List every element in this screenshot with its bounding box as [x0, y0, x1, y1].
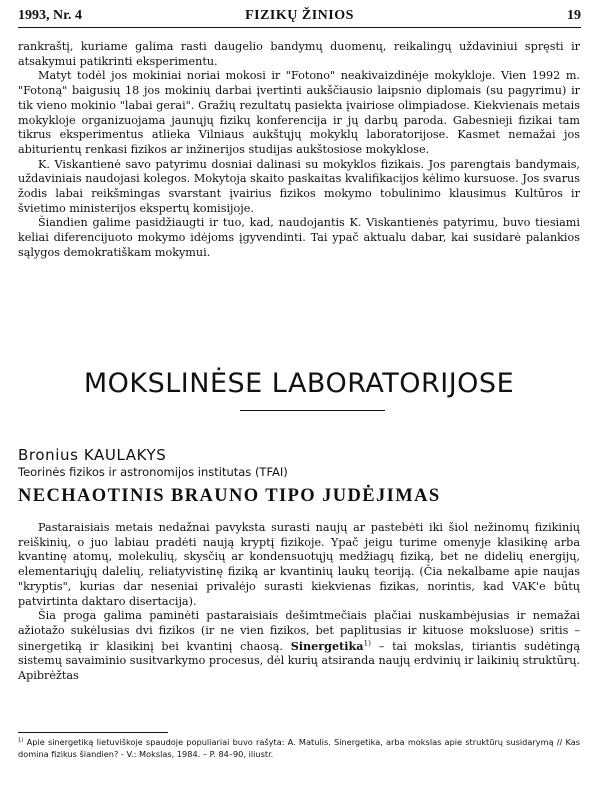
footnote-text: Apie sinergetiką lietuviškoje spaudoje populiariai buvo rašyta: A. Matulis. Sinergetika, arba mokslas apie struktūrų susidarymą // Kas domina fizikus šiandien? - V.: Mokslas, 1984. – P. 84–90, iliustr.: [18, 737, 580, 759]
article-body: [18, 521, 580, 684]
page-number: 19: [567, 8, 581, 23]
paragraph: [18, 609, 580, 684]
journal-title: FIZIKŲ ŽINIOS: [245, 8, 354, 23]
paragraph-text: – tai mokslas, tiriantis sudėtingą sistemų savaiminio susitvarkymo procesus, dėl kurių atsiranda naujų erdvinių ir laikinių struktūrų. Apibrėžtas: [18, 639, 580, 683]
footnote: [18, 736, 580, 760]
author-affiliation: Teorinės fizikos ir astronomijos institutas (TFAI): [18, 465, 288, 479]
article-author: Bronius KAULAKYS: [18, 446, 167, 464]
issue-label: 1993, Nr. 4: [18, 8, 83, 23]
header-divider: [18, 27, 581, 28]
article-title: NECHAOTINIS BRAUNO TIPO JUDĖJIMAS: [18, 486, 441, 506]
footnote-divider: [18, 732, 168, 733]
running-header: [18, 8, 581, 28]
paragraph: Matyt todėl jos mokiniai noriai mokosi ir "Fotono" neakivaizdinėje mokykloje. Vien 1992 m. "Fotoną" baigusių 18 jos mokinių darbai įvertinti aukščiausio laipsnio diplomais (su pagyrimu) ir tik vieno mokinio "labai gerai". Gražių rezultatų pasiekta įvairiose olimpiadose. Kiekvienais metais mokykloje organizuojama jaunųjų fizikų konferencija ir jų darbų paroda. Gabesnieji fizikai tam tikrus eksperimentus atlieka Vilniaus aukštųjų mokyklų laboratorijose. Kasmet nemažai jos abiturientų renkasi fizikos ar inžinerijos studijas aukštosiose mokyklose.: [18, 69, 580, 156]
footnote-marker: 1): [18, 737, 24, 744]
paragraph: Šiandien galime pasidžiaugti ir tuo, kad, naudojantis K. Viskantienės patyrimu, buvo tiesiami keliai diferencijuoto mokymo idėjoms įgyvendinti. Tai ypač aktualu dabar, kai susidarė palankios sąlygos demokratiškam mokymui.: [18, 216, 580, 259]
paragraph: rankraštį, kuriame galima rasti daugelio bandymų duomenų, reikalingų uždaviniui spręsti ir atsakymui patikrinti eksperimentu.: [18, 40, 580, 68]
section-divider: [240, 410, 385, 411]
paragraph-text: Šia proga galima paminėti pastaraisiais dešimtmečiais plačiai nuskambėjusias ir nemažai ažiotažo sukėlusias dvi fizikos (ir ne vien fizikos, bet paplitusias ir kituose moksluose) sritis – sinergetiką ir klasikinį bei kvantinį chaosą.: [18, 609, 580, 653]
section-heading: MOKSLINĖSE LABORATORIJOSE: [83, 368, 515, 399]
term-sinergetika: Sinergetika: [290, 638, 364, 653]
paragraph: K. Viskantienė savo patyrimu dosniai dalinasi su mokyklos fizikais. Jos parengtais bandymais, uždaviniais naudojasi kolegos. Mokytoja skaito paskaitas kvalifikacijos kėlimo kursuose. Jos svarus žodis labai reikšmingas svarstant įvairius fizikos mokymo tobulinimo klausimus Kultūros ir švietimo ministerijos ekspertų komisijoje.: [18, 157, 580, 215]
footnote-reference[interactable]: 1): [363, 637, 372, 647]
paragraph: Pastaraisiais metais nedažnai pavyksta surasti naujų ar pastebėti iki šiol nežinomų fizikinių reiškinių, o juo labiau pradėti naują kryptį fizikoje. Ypač jeigu turime omenyje klasikinę arba kvantinę atomų, molekulių, skysčių ar kondensuotųjų medžiagų fiziką, bet ne didelių energijų, elementariųjų dalelių, reliatyvistinę fiziką ar kvantinių laukų teoriją. (Čia nekalbame apie naujas "kryptis", kurias dar neseniai privalėjo surasti kiekvienas fizikas, norintis, kad VAK'e būtų patvirtinta daktaro disertacija).: [18, 521, 580, 608]
previous-article-continuation: [18, 40, 580, 261]
